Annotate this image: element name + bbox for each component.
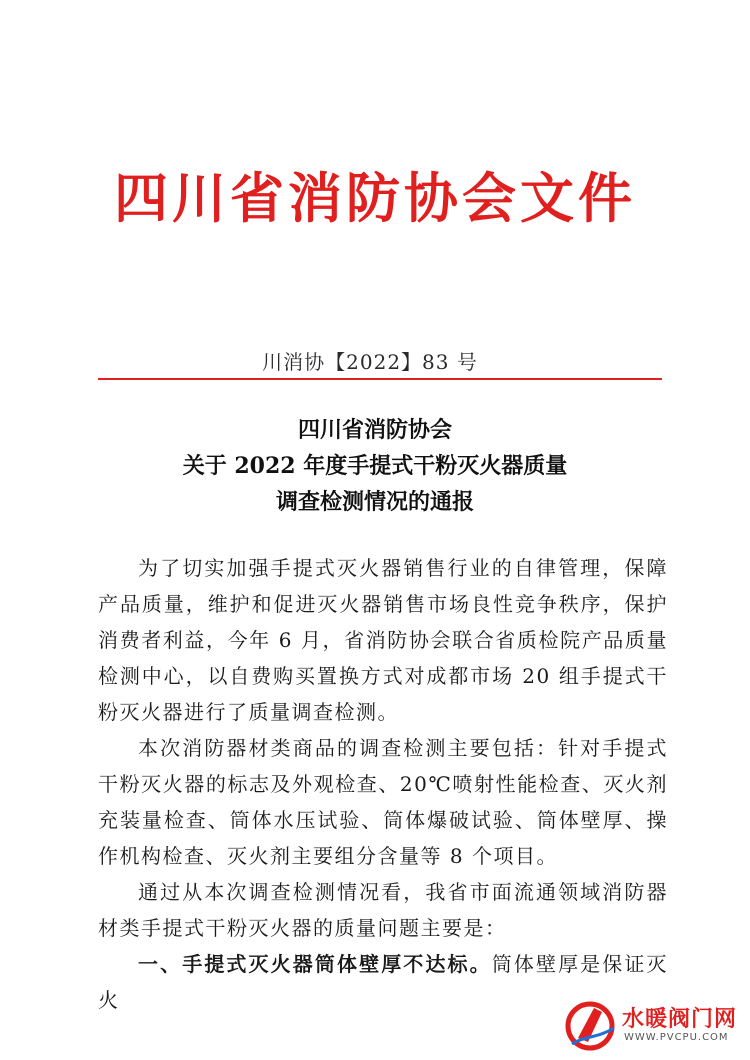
paragraph-1: 为了切实加强手提式灭火器销售行业的自律管理，保障产品质量，维护和促进灭火器销售市场良性竞争秩序，保护消费者利益，今年 6 月，省消防协会联合省质检院产品质量检测中心，以自费购买置换方式对成都市场 20 组手提式干粉灭火器进行了质量调查检测。 bbox=[98, 556, 668, 724]
paragraph-2: 本次消防器材类商品的调查检测主要包括：针对手提式干粉灭火器的标志及外观检查、20℃喷射性能检查、灭火剂充装量检查、筒体水压试验、筒体爆破试验、筒体壁厚、操作机构检查、灭火剂主要组分含量等 8 个项目。 bbox=[98, 736, 668, 868]
paragraph-4-text: 筒体壁厚是保证灭火 bbox=[98, 952, 669, 1012]
title-line-3: 调查检测情况的通报 bbox=[275, 489, 474, 515]
watermark-url: WWW.PVCPU.COM bbox=[624, 1032, 729, 1043]
watermark-brand: 水暖阀门网 bbox=[622, 1007, 738, 1032]
paragraph-3: 通过从本次调查检测情况看，我省市面流通领域消防器材类手提式干粉灭火器的质量问题主要是： bbox=[98, 880, 668, 940]
watermark-logo-icon bbox=[564, 998, 620, 1054]
section-heading-1: 一、手提式灭火器筒体壁厚不达标。 bbox=[138, 952, 492, 976]
document-masthead: 四川省消防协会文件 bbox=[114, 167, 636, 230]
document-number: 川消协【2022】83 号 bbox=[262, 350, 478, 374]
document-body bbox=[98, 550, 668, 1018]
document-title bbox=[0, 412, 750, 520]
title-line-2: 关于 2022 年度手提式干粉灭火器质量 bbox=[182, 453, 568, 479]
red-divider-line bbox=[98, 378, 662, 380]
site-watermark bbox=[564, 998, 744, 1054]
title-line-1: 四川省消防协会 bbox=[297, 417, 452, 443]
